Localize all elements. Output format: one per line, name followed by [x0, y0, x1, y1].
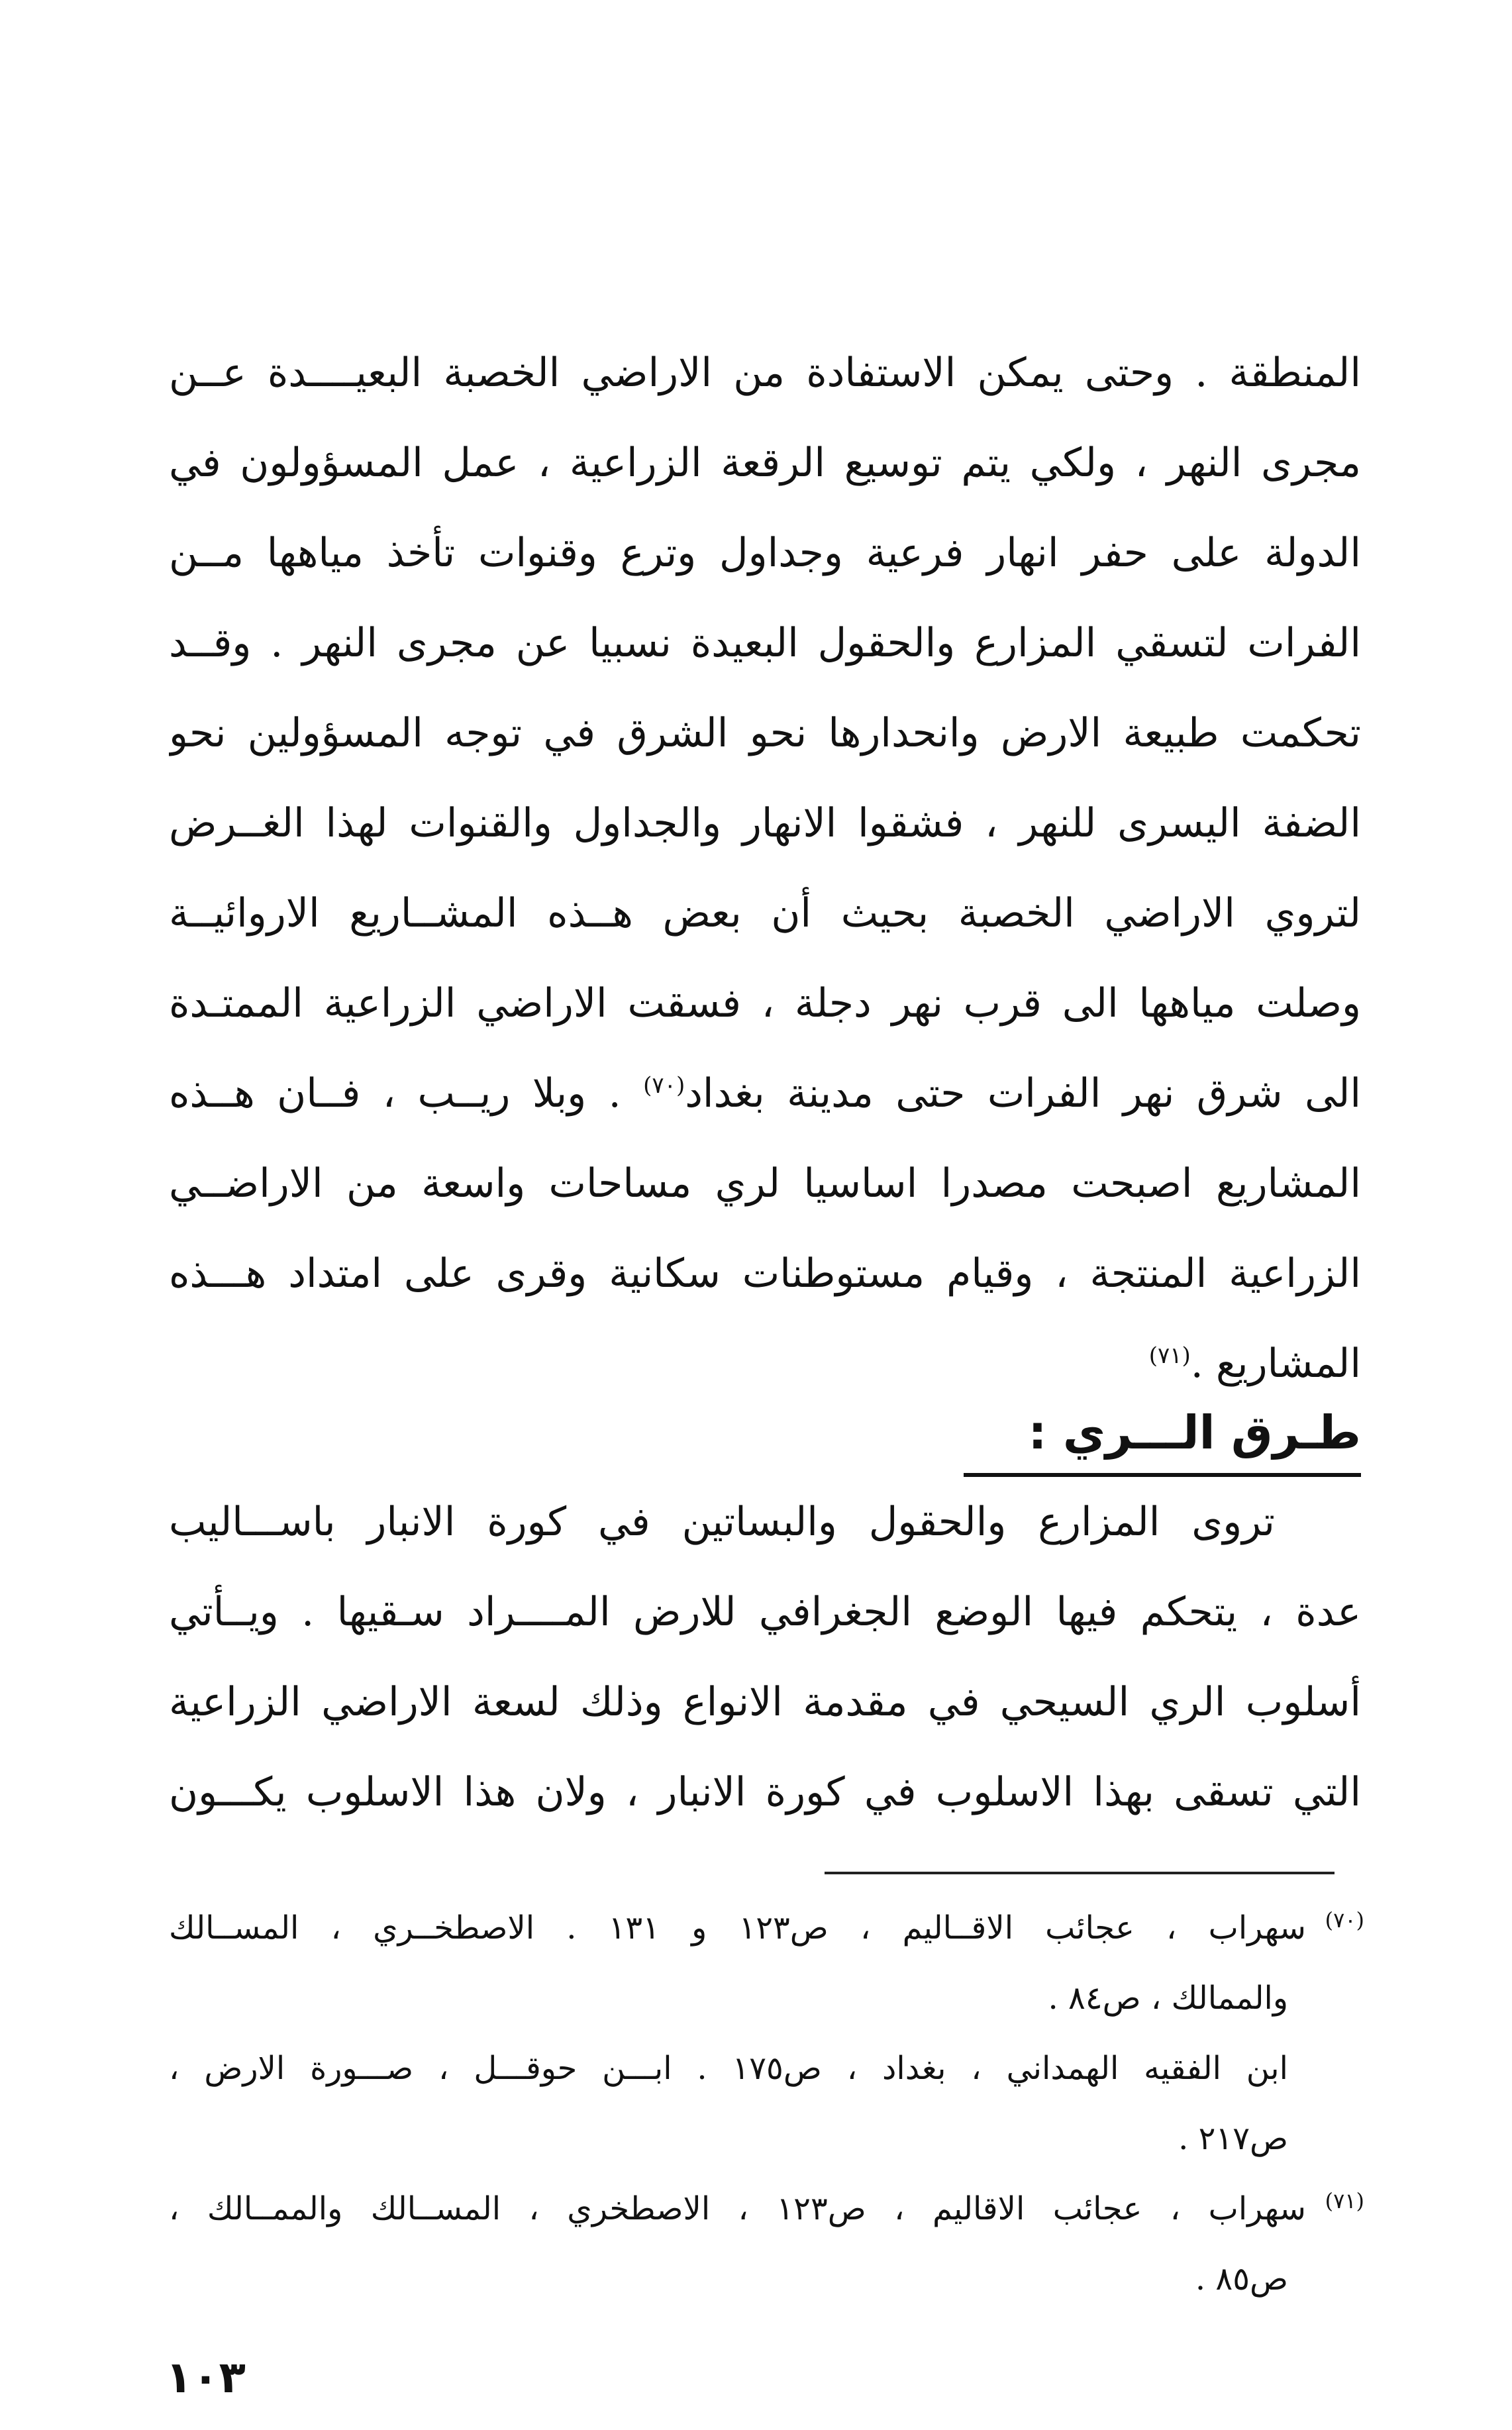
footnote-number: (٧١): [1325, 2188, 1364, 2213]
text-segment: . وبلا ريــب ، فــان هــذه: [169, 1070, 644, 1117]
paragraph-irrigation-methods: [169, 1477, 1361, 1837]
text-line: مجرى النهر ، ولكي يتم توسيع الرقعة الزراعية ، عمل المسؤولون في: [169, 440, 1361, 486]
footnote-71-line: ص٨٥ .: [1195, 2260, 1288, 2298]
text-segment: الى شرق نهر الفرات حتى مدينة بغداد: [685, 1070, 1361, 1117]
section-heading: طـرق الـــري :: [1028, 1405, 1361, 1460]
page-number: ١٠٣: [166, 2352, 246, 2403]
footnote-70-line: [169, 1893, 1364, 1963]
text-line: وصلت مياهها الى قرب نهر دجلة ، فسقت الاراضي الزراعية الممتـدة: [169, 980, 1361, 1027]
footnote-text: سهراب ، عجائب الاقــاليم ، ص١٢٣ و ١٣١ . الاصطخــري ، المســالك: [169, 1909, 1307, 1947]
footnote-marker-70: [1306, 1893, 1364, 1963]
text-line: لتروي الاراضي الخصبة بحيث أن بعض هــذه المشــاريع الاروائيــة: [169, 890, 1361, 937]
text-line: المشاريع اصبحت مصدرا اساسيا لري مساحات واسعة من الاراضــي: [169, 1160, 1361, 1207]
text-line: الضفة اليسرى للنهر ، فشقوا الانهار والجداول والقنوات لهذا الغــرض: [169, 800, 1361, 846]
text-line: تحكمت طبيعة الارض وانحدارها نحو الشرق في توجه المسؤولين نحو: [169, 710, 1361, 756]
footnote-ref-70: (٧٠): [643, 1072, 685, 1099]
footnote-71-line: [169, 2174, 1364, 2244]
text-line: الزراعية المنتجة ، وقيام مستوطنات سكانية وقرى على امتداد هـــذه: [169, 1250, 1361, 1297]
footnote-text: سهراب ، عجائب الاقاليم ، ص١٢٣ ، الاصطخري ، المســالك والممــالك ،: [169, 2190, 1307, 2227]
text-line: الفرات لتسقي المزارع والحقول البعيدة نسبيا عن مجرى النهر . وقــد: [169, 620, 1361, 666]
text-line: [169, 1048, 1361, 1139]
text-segment: المشاريع .: [1190, 1341, 1361, 1387]
text-line: أسلوب الري السيحي في مقدمة الانواع وذلك لسعة الاراضي الزراعية: [169, 1679, 1361, 1725]
footnote-marker-71: [1306, 2174, 1364, 2244]
paragraph-irrigation-projects: [169, 328, 1361, 1409]
text-line: عدة ، يتحكم فيها الوضع الجغرافي للارض المــــراد سـقيها . ويــأتي: [169, 1589, 1361, 1635]
footnote-number: (٧٠): [1325, 1907, 1364, 1933]
footnote-separator: [825, 1872, 1335, 1874]
footnotes: [169, 1893, 1364, 2314]
text-line: التي تسقى بهذا الاسلوب في كورة الانبار ، ولان هذا الاسلوب يكـــون: [169, 1769, 1361, 1815]
text-line: المنطقة . وحتى يمكن الاستفادة من الاراضي الخصبة البعيــــدة عــن: [169, 350, 1361, 396]
footnote-70-line: ابن الفقيه الهمداني ، بغداد ، ص١٧٥ . ابـــن حوقـــل ، صـــورة الارض ،: [169, 2050, 1288, 2087]
footnote-70-line: ص٢١٧ .: [1178, 2120, 1288, 2157]
text-line: تروى المزارع والحقول والبساتين في كورة الانبار باســـاليب: [169, 1499, 1275, 1545]
section-heading-block: [964, 1396, 1361, 1477]
text-line: الدولة على حفر انهار فرعية وجداول وترع وقنوات تأخذ مياهها مــن: [169, 530, 1361, 576]
footnote-ref-71: (٧١): [1148, 1342, 1191, 1369]
footnote-70-line: والممالك ، ص٨٤ .: [1048, 1980, 1288, 2017]
text-line: [169, 1319, 1361, 1409]
